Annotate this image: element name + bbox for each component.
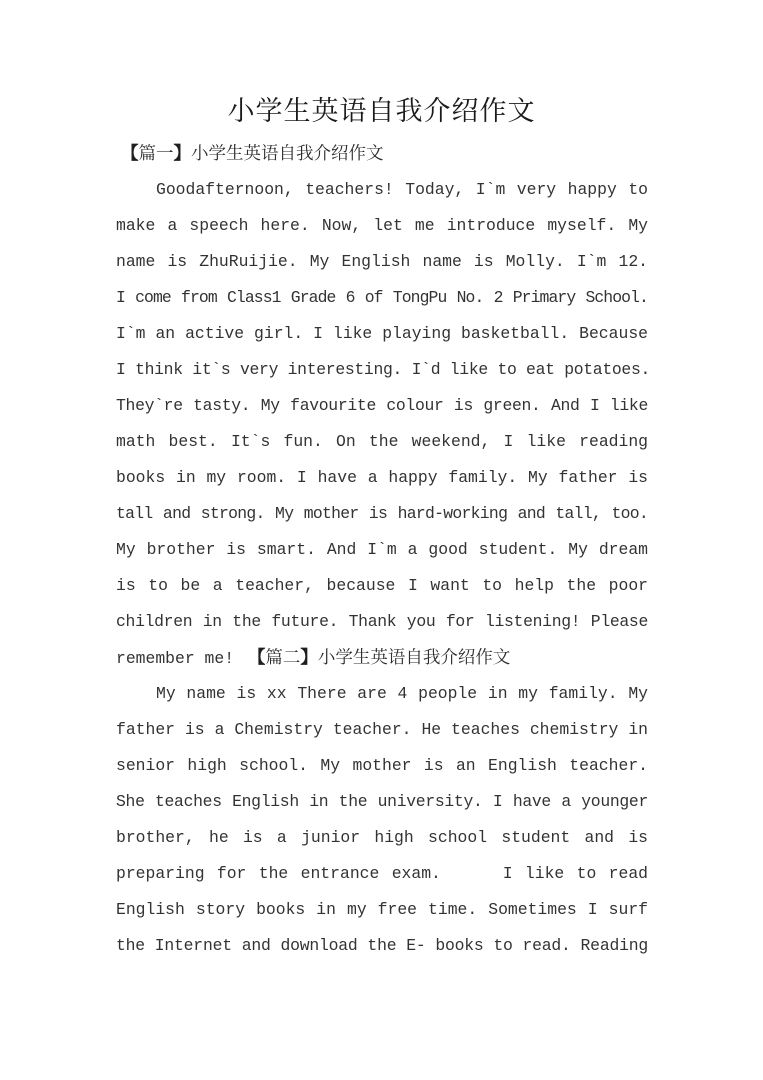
document-title: 小学生英语自我介绍作文 [227, 96, 536, 127]
paragraph-line: books in my room. I have a happy family. My father is [116, 468, 648, 487]
bracket-close: 】 [173, 144, 191, 164]
paragraph-line: senior high school. My mother is an English teacher. [116, 756, 648, 775]
paragraph-text: remember me! [116, 649, 235, 668]
paragraph-line: brother, he is a junior high school student and is [116, 828, 648, 847]
paragraph-line: My brother is smart. And I`m a good student. My dream [116, 540, 648, 559]
paragraph-line: is to be a teacher, because I want to help the poor [116, 576, 648, 595]
section-heading-2 [248, 648, 511, 668]
section-label: 篇一 [138, 144, 174, 164]
paragraph-line: tall and strong. My mother is hard-working and tall, too. [116, 504, 648, 523]
section-heading-text: 小学生英语自我介绍作文 [317, 648, 511, 668]
bracket-close: 】 [300, 648, 318, 668]
paragraph-line: children in the future. Thank you for listening! Please [116, 612, 648, 631]
paragraph-line: make a speech here. Now, let me introduce myself. My [116, 216, 648, 235]
paragraph-line: preparing for the entrance exam. I like to read [116, 864, 648, 883]
section-heading-text: 小学生英语自我介绍作文 [191, 144, 384, 164]
bracket-open: 【 [247, 648, 266, 668]
paragraph-line: I think it`s very interesting. I`d like to eat potatoes. [116, 360, 651, 379]
paragraph-line: name is ZhuRuijie. My English name is Molly. I`m 12. [116, 252, 648, 271]
paragraph-line: They`re tasty. My favourite colour is green. And I like [116, 396, 648, 415]
paragraph-line: I come from Class1 Grade 6 of TongPu No. 2 Primary School. [116, 288, 648, 307]
paragraph-line: Goodafternoon, teachers! Today, I`m very happy to [156, 180, 648, 199]
paragraph-line: My name is xx There are 4 people in my family. My [156, 684, 648, 703]
paragraph-line: father is a Chemistry teacher. He teaches chemistry in [116, 720, 648, 739]
section-label: 篇二 [265, 648, 301, 668]
paragraph-line: math best. It`s fun. On the weekend, I like reading [116, 432, 648, 451]
paragraph-line: She teaches English in the university. I have a younger [116, 792, 648, 811]
paragraph-line: I`m an active girl. I like playing basketball. Because [116, 324, 648, 343]
paragraph-line-with-heading [116, 640, 648, 676]
paragraph-line: English story books in my free time. Sometimes I surf [116, 900, 648, 919]
paragraph-line: the Internet and download the E- books to read. Reading [116, 936, 648, 955]
bracket-open: 【 [121, 144, 139, 164]
section-heading-1 [121, 136, 384, 172]
